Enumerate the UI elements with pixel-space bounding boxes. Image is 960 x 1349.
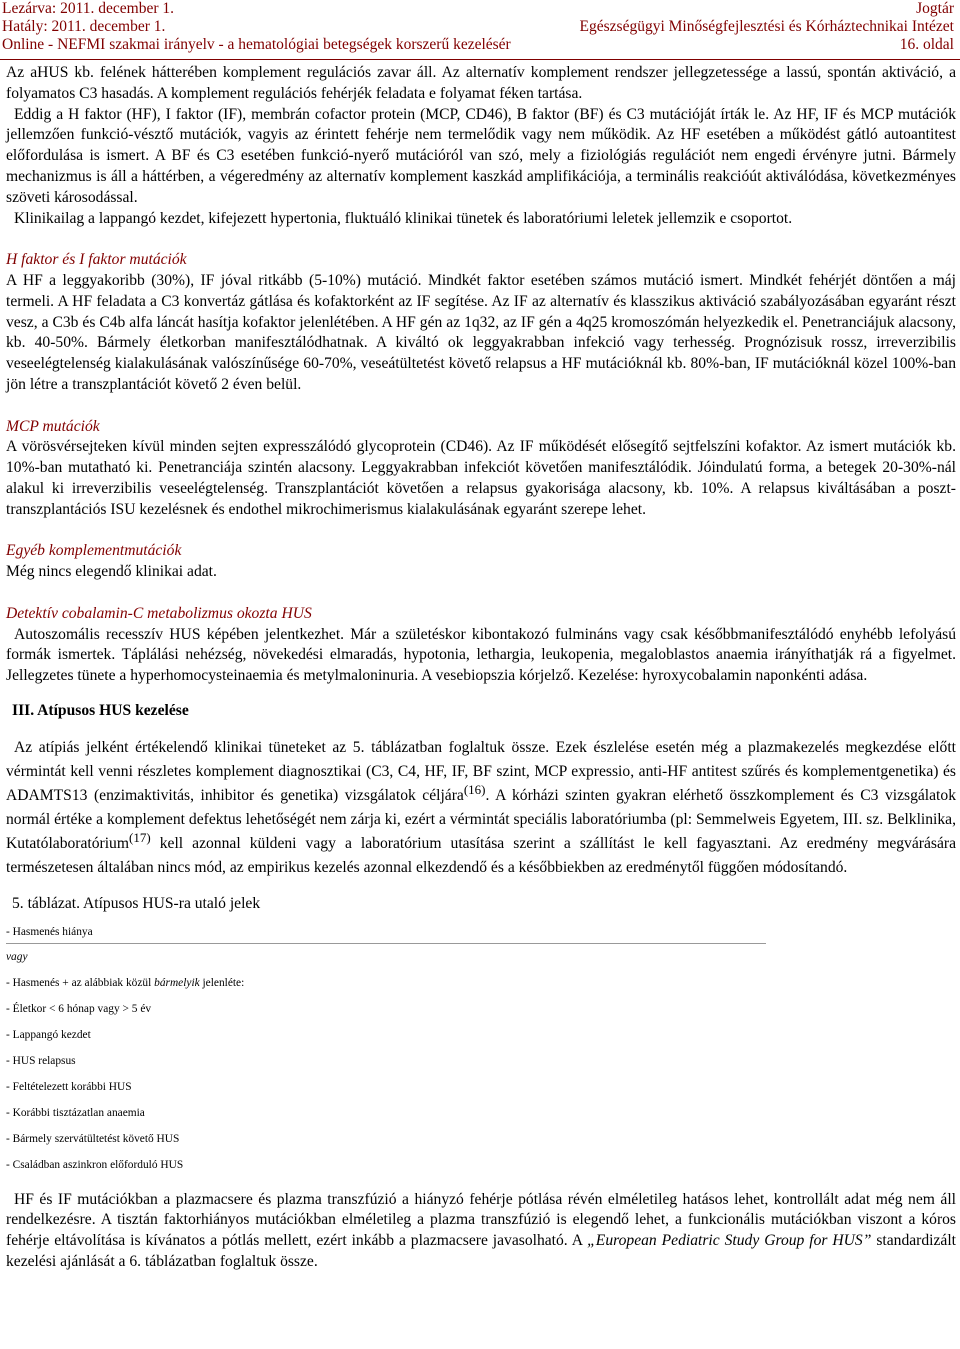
effective-date: Hatály: 2011. december 1. [2, 18, 166, 35]
closing-paragraph: HF és IF mutációkban a plazmacsere és plazma transzfúzió a hiányzó fehérje pótlása révén elméletileg hatásos lehet, kontrollált adat még nem áll rendelkezésre. A tisztán faktorhiányos mutációkban elméletileg a plazma transzfúzió is elegendő lehet, a funkcionális mutációkban viszont a kóros fehérje eltávolítása is kívánatos a pótlás mellett, ezért inkább a plazmacsere javasolható. A „European Pediatric Study Group for HUS” standardizált kezelési ajánlását a 6. táblázatban foglaltuk össze. [6, 1190, 956, 1270]
section-3-heading: III. Atípusos HUS kezelése [12, 701, 189, 719]
mcp-paragraph: A vörösvérsejteken kívül minden sejten expresszálódó glycoprotein (CD46). Az IF működését elősegítő sejtfelszíni kofaktor. Az ismert mutációk kb. 10%-ban mutatható ki. Penetranciája szintén alacsony. Leggyakrabban infekciót követően manifesztálódik. Jóindulatú forma, a betegek 20-30%-nál alakul ki irreverzibilis veseelégtelenség. Transzplantációt követően a relapsus gyakorisága alacsony, kb. 10%. A relapsus kiváltásában a poszt-transzplantációs ISU kezelésnek és endothel mikrochimerismus kialakulásának egyaránt szerepe lehet. [6, 438, 956, 518]
table-row: - Korábbi tisztázatlan anaemia [6, 1106, 145, 1119]
other-mutations-paragraph: Még nincs elegendő klinikai adat. [6, 563, 217, 581]
page-header [0, 0, 960, 64]
table-5 [6, 921, 766, 1178]
closed-date: Lezárva: 2011. december 1. [2, 0, 174, 17]
other-mutations-heading: Egyéb komplementmutációk [6, 542, 182, 560]
intro-paragraph-3: Klinikailag a lappangó kezdet, kifejezett hypertonia, fluktuáló klinikai tünetek és laboratóriumi leletek jellemzik e csoportot. [14, 209, 793, 227]
table-row: - Feltételezett korábbi HUS [6, 1080, 132, 1093]
mcp-heading: MCP mutációk [6, 417, 100, 435]
table-row-condition: - Hasmenés + az alábbiak közül bármelyik jelenléte: [6, 976, 245, 989]
table-row: - HUS relapsus [6, 1054, 76, 1067]
reference-17: (17) [128, 829, 151, 845]
document-body [6, 63, 956, 1273]
table-row: - Lappangó kezdet [6, 1028, 91, 1041]
page-number: 16. oldal [899, 36, 954, 53]
source-name: Jogtár [916, 0, 954, 17]
study-group-quote: „European Pediatric Study Group for HUS” [587, 1232, 872, 1250]
hf-if-paragraph: A HF a leggyakoribb (30%), IF jóval ritkább (5-10%) mutáció. Mindkét faktor esetében számos mutáció ismert. Mindkét fehérjét döntően a máj termeli. A HF feladata a C3 konvertáz gátlása és kofaktorként az IF segítése. Az IF az alternatív és klasszikus aktiváció szabályozásában egyaránt részt vesz, a C3b és C4b alfa láncát hasítja kofaktor jelenlétében. A HF gén az 1q32, az IF gén a 4q25 kromoszómán helyezkedik el. Penetranciájuk alacsony, kb. 40-50%. Bármely életkorban manifesztálódhatnak. A kiváltó ok leggyakrabban infekció vagy terhesség. Prognózisuk rossz, irreverzibilis veseelégtelenség kialakulásának valószínűsége 60-70%, veseátültetést követő relapsus a HF mutációknál kb. 80%-ban, IF mutációknál közel 100%-ban jön létre a transzplantációt követő 2 éven belül. [6, 271, 956, 393]
hf-if-heading: H faktor és I faktor mutációk [6, 251, 187, 269]
institute-name: Egészségügyi Minőségfejlesztési és Kórháztechnikai Intézet [579, 18, 954, 35]
section-3-paragraph: Az atípiás jelként értékelendő klinikai tüneteket az 5. táblázatban foglaltuk össze. Ezek észlelése esetén még a plazmakezelés megkezdése előtt vérmintát kell venni részletes komplement diagnosztikai (C3, C4, HF, IF, BF szint, MCP expressio, anti-HF antitest szűrés és komplementgenetika) és ADAMTS13 (enzimaktivitás, inhibitor és genetika) vizsgálatok céljára$^{(16)}$. A kórházi szinten gyakran elérhető összkomplement és C3 vizsgálatok normál értéke a komplement defektus lehetőségét nem zárja ki, ezért a vérmintát speciális laboratóriumba (pl: Semmelweis Egyetem, III. sz. Belklinika, Kutatólaboratórium$^{(17)}$ kell azonnal küldeni vagy a laboratórium utasítása szerint a szállítást le kell fagyasztani. Az eredmény megvárására természetesen általában nincs mód, az empirikus kezelés azonnal elkezdendő és a későbbiekben az eredménytől függően módosítandó. [6, 738, 956, 876]
intro-paragraph-1: Az aHUS kb. felének hátterében komplement regulációs zavar áll. Az alternatív komplement rendszer jellegzetessége a lassú, spontán aktiváció, a folyamatos C3 hasadás. A komplement regulációs fehérjék feladata e folyamat féken tartása. [6, 64, 956, 102]
table-5-title: 5. táblázat. Atípusos HUS-ra utaló jelek [12, 894, 261, 912]
table-row: - Bármely szervátültetést követő HUS [6, 1132, 180, 1145]
document-title: Online - NEFMI szakmai irányelv - a hematológiai betegségek korszerű kezelésér [2, 36, 511, 53]
cobalamin-paragraph: Autoszomális recesszív HUS képében jelentkezhet. Már a születéskor kibontakozó fulmináns vagy csak későbbmanifesztálódó enyhébb lefolyású formák ismertek. Táplálási nehézség, növekedési elmaradás, hypotonia, lethargia, leukopenia, megaloblastos anaemia irányíthatják rá a figyelmet. Jellegzetes tünete a hyperhomocysteinaemia és metylmaloninuria. A vesebiopszia kórjelző. Kezelése: hyroxycobalamin naponkénti adása. [6, 625, 956, 685]
table-row-or: vagy [6, 950, 28, 963]
table-row: - Családban aszinkron előforduló HUS [6, 1158, 184, 1171]
reference-16: (16) [463, 781, 486, 797]
intro-paragraph-2: Eddig a H faktor (HF), I faktor (IF), membrán cofactor protein (MCP, CD46), B faktor (BF) és C3 mutációját írták le. Az HF, IF és MCP mutációk jellemzően funkció-vésztő mutációk, vagyis az érintett fehérje nem termelődik vagy nem működik. Az HF esetében a működést gátló autoantitest előfordulása is ismert. A BF és C3 esetében funkció-nyerő mutációról van szó, mely a fiziológiás regulációt nem engedi érvényre jutni. Bármely mechanizmus is áll a háttérben, a végeredmény az alternatív komplement kaszkád amplifikációja, a terminális reakcióút aktiválódása, következményes szöveti károsodással. [6, 105, 956, 206]
table-row-no-diarrhea: - Hasmenés hiánya [6, 921, 766, 944]
cobalamin-heading: Detektív cobalamin-C metabolizmus okozta HUS [6, 604, 312, 622]
header-divider [0, 59, 960, 60]
table-row: - Életkor < 6 hónap vagy > 5 év [6, 1002, 152, 1015]
